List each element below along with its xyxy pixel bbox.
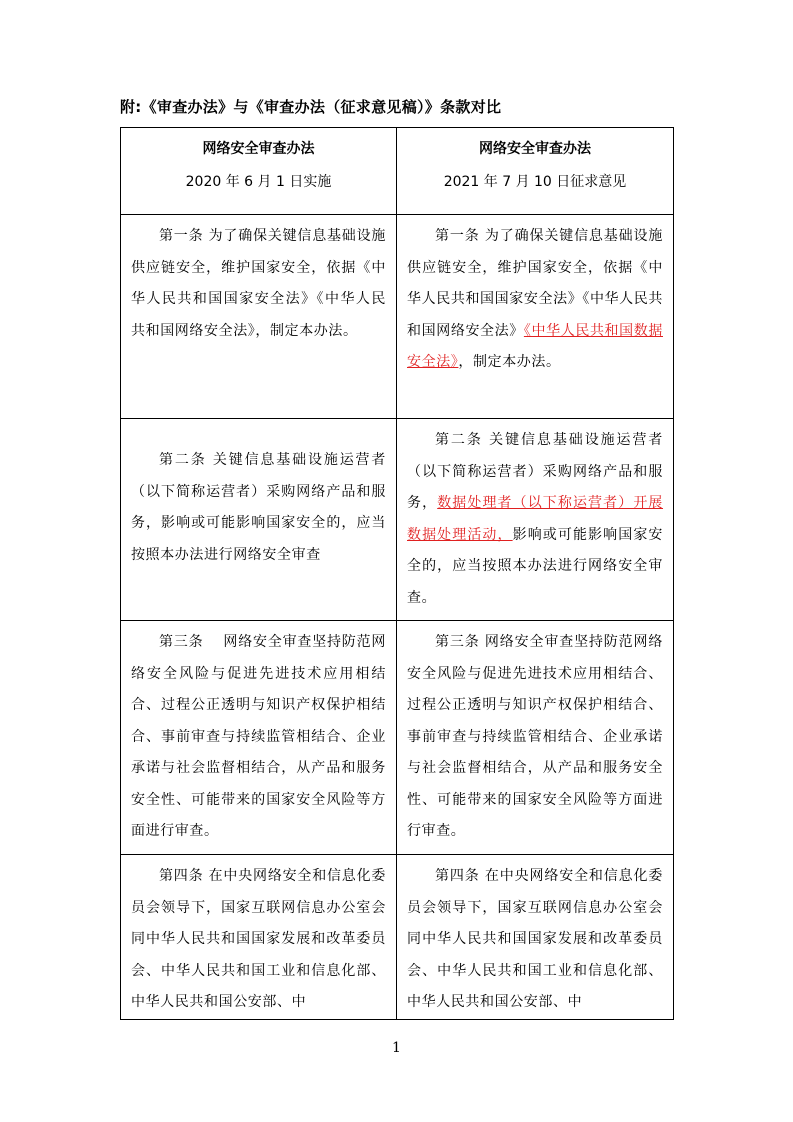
article-3-right: 第三条 网络安全审查坚持防范网络安全风险与促进先进技术应用相结合、过程公正透明与知识产权保护相结合、事前审查与持续监管相结合、企业承诺与社会监督相结合，从产品和服务安全性、可能带来的国家安全风险等方面进行审查。 [407, 634, 663, 839]
article-1-right-cell [397, 215, 674, 419]
table-header-row [121, 128, 674, 215]
article-1-left-cell [121, 215, 397, 419]
article-2-right-cell [397, 419, 674, 621]
article-2-right-text: 第二条 关键信息基础设施运营者（以下简称运营者）采购网络产品和服务， [407, 432, 663, 511]
article-2-left-cell [121, 419, 397, 621]
article-1-added-text: 《中华人民共和国数据安全法》 [407, 322, 663, 370]
header-cell-right [397, 128, 674, 215]
article-2-right [407, 425, 663, 614]
article-4-right-cell [397, 855, 674, 1020]
article-2-left: 第二条 关键信息基础设施运营者（以下简称运营者）采购网络产品和服务，影响或可能影响国家安全的，应当按照本办法进行网络安全审查 [131, 452, 386, 563]
article-3-right-cell [397, 621, 674, 855]
left-column-date: 2020 年 6 月 1 日实施 [185, 174, 332, 190]
article-2-right-tail: 影响或可能影响国家安全的，应当按照本办法进行网络安全审查。 [407, 526, 664, 606]
comparison-table [120, 127, 674, 1020]
article-4-left: 第四条 在中央网络安全和信息化委员会领导下，国家互联网信息办公室会同中华人民共和国国家发展和改革委员会、中华人民共和国工业和信息化部、中华人民共和国公安部、中 [131, 868, 386, 1010]
page-title: 附:《审查办法》与《审查办法（征求意见稿）》条款对比 [120, 98, 502, 116]
table-row [121, 419, 674, 621]
article-1-right-tail: ，制定本办法。 [458, 354, 561, 370]
page-number: 1 [392, 1040, 401, 1056]
article-4-right: 第四条 在中央网络安全和信息化委员会领导下，国家互联网信息办公室会同中华人民共和国国家发展和改革委员会、中华人民共和国工业和信息化部、中华人民共和国公安部、中 [407, 868, 663, 1010]
article-1-right-text: 第一条 为了确保关键信息基础设施供应链安全，维护国家安全，依据《中华人民共和国国家安全法》《中华人民共和国网络安全法》 [407, 228, 663, 339]
table-row [121, 855, 674, 1020]
right-column-date: 2021 年 7 月 10 日征求意见 [443, 174, 627, 190]
article-2-added-text: 数据处理者（以下称运营者）开展数据处理活动， [407, 495, 664, 543]
article-4-left-cell [121, 855, 397, 1020]
right-column-name: 网络安全审查办法 [479, 141, 591, 157]
table-row [121, 621, 674, 855]
article-1-left: 第一条 为了确保关键信息基础设施供应链安全，维护国家安全，依据《中华人民共和国国家安全法》《中华人民共和国网络安全法》，制定本办法。 [131, 228, 386, 339]
left-column-name: 网络安全审查办法 [202, 141, 315, 157]
article-3-left-cell [121, 621, 397, 855]
article-1-right [407, 221, 663, 379]
header-cell-left [121, 128, 397, 215]
table-row [121, 215, 674, 419]
article-3-left: 第三条 网络安全审查坚持防范网络安全风险与促进先进技术应用相结合、过程公正透明与知识产权保护相结合、事前审查与持续监管相结合、企业承诺与社会监督相结合，从产品和服务安全性、可能带来的国家安全风险等方面进行审查。 [131, 634, 386, 839]
